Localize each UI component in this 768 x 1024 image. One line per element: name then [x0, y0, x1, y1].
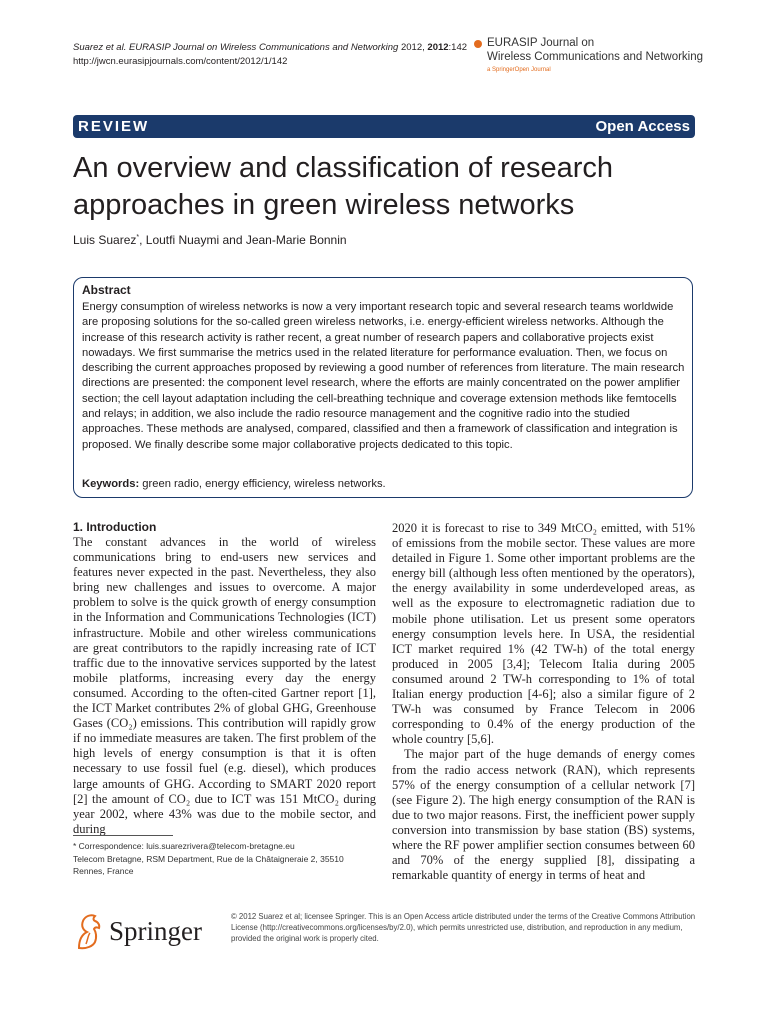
keywords: [82, 478, 386, 490]
intro-paragraph: The constant advances in the world of wireless communications bring to end-users new services and features never expected in the past. Nevertheless, they also bring new challenges and issues to overcome. A major problem to solve is the quick growth of energy consumption in the Information and Communications Technologies (ICT) infrastructure. Mobile and other wireless communications are great contributors to the rapidly increasing rate of ICT traffic due to the innovative services supported by the latest mobile platforms, increasing every day the energy consumed. According to the often-cited Gartner report [1], the ICT Market contributes 2% of global GHG, Greenhouse Gases (CO₂) emissions. This contribution will rapidly grow if no immediate measures are taken. The first problem of the high levels of energy consumption is that it is often necessary to use fossil fuel (e.g. diesel), which produces large amounts of GHG. According to SMART 2020 report [2] the amount of CO₂ due to ICT was 151 MtCO₂ during year 2002, where 43% was due to the mobile sector, and during: [73, 535, 376, 836]
article-type-label: REVIEW: [78, 118, 150, 135]
body-column-right: [392, 521, 695, 883]
keywords-values: green radio, energy efficiency, wireless networks.: [139, 478, 386, 490]
citation-volume: 2012: [427, 42, 449, 53]
publisher-name: Springer: [109, 916, 202, 946]
footnote-divider: [73, 835, 173, 836]
citation-year: 2012,: [400, 42, 425, 53]
license-text: © 2012 Suarez et al; licensee Springer. This is an Open Access article distributed under the terms of the Creative Commons Attribution License (http://creativecommons.org/licenses/by/2.0), which permits unrestricted use, distribution, and reproduction in any medium, provided the original work is properly cited.: [231, 912, 696, 943]
intro-paragraph: The major part of the huge demands of energy comes from the radio access network (RAN), which represents 57% of the energy consumption of a cellular network [7] (see Figure 2). The high energy consumption of the RAN is due to two major reasons. First, the inefficient power supply conversion into transmission by base station (BS) systems, where the RF power amplifier section consumes between 60 and 70% of the energy supplied [8], dissipating a remarkable quantity of energy in terms of heat and: [392, 747, 695, 883]
journal-logo-line1: EURASIP Journal on: [487, 37, 595, 49]
article-type-banner: [73, 115, 695, 138]
citation-journal: Suarez et al. EURASIP Journal on Wireless Communications and Networking: [73, 42, 399, 53]
springer-horse-icon: [73, 912, 105, 952]
corresponding-mark: *: [136, 234, 140, 241]
author-name: Luis Suarez: [73, 233, 137, 247]
citation-header: [73, 41, 467, 69]
article-title: An overview and classification of research approaches in green wireless networks: [73, 152, 613, 221]
keywords-label: Keywords:: [82, 478, 140, 490]
abstract-heading: Abstract: [82, 283, 131, 297]
journal-logo-line2: Wireless Communications and Networking: [487, 51, 704, 63]
correspondence-footnote: [73, 840, 373, 878]
article-url[interactable]: http://jwcn.eurasipjournals.com/content/2012/1/142: [73, 56, 288, 67]
correspondence-email[interactable]: * Correspondence: luis.suarezrivera@telecom-bretagne.eu: [73, 841, 295, 851]
body-column-left: [73, 535, 376, 837]
open-access-label: Open Access: [595, 118, 690, 135]
author-list: [73, 233, 347, 247]
citation-article: :142: [448, 42, 468, 53]
intro-paragraph: 2020 it is forecast to rise to 349 MtCO₂ emitted, with 51% of emissions from the mobile sector. These values are more detailed in Figure 1. Some other important problems are the energy bill (although less often mentioned by the operators), the energy availability in some underdeveloped areas, as well as the exposure to electromagnetic radiation due to mobile phone utilisation. Let us present some operators energy consumption levels here. In USA, the residential ICT market required 1% (42 TW-h) of the total energy produced in 2005 [3,4]; Telecom Italia during 2005 consumed around 2 TW-h corresponding to 1% of total Italian energy production [4-6]; also a similar figure of 2 TW-h was consumed by France Telecom in 2006 corresponding to 0.4% of the energy production of the whole country [5,6].: [392, 521, 695, 747]
springer-logo: [73, 912, 218, 956]
affiliation: Telecom Bretagne, RSM Department, Rue de la Châtaigneraie 2, 35510 Rennes, France: [73, 853, 344, 876]
section-heading-introduction: 1. Introduction: [73, 520, 157, 534]
abstract-text: Energy consumption of wireless networks is now a very important research topic and several research teams worldwide are proposing solutions for the so-called green wireless networks, i.e. energy-efficient wireless networks. Although the increase of this research activity is rather recent, a great number of research papers and collaborative projects exist nowadays. We first summarise the metrics used in the related literature for performance evaluation. Then, we focus on describing the current approaches proposed by reviewing a good number of references from literature. The main research directions are presented: the component level research, where the efforts are mainly concentrated on the power amplifier section; the cell layout adaptation including the cell-breathing technique and coverage extension methods like femtocells and relays; in addition, we also include the radio resource management and the cognitive radio into the studied approaches. These methods are analysed, compared, classified and then a framework of classification and integration is proposed. We finally describe some major collaborative projects dedicated to this topic.: [82, 301, 685, 451]
author-names-rest: , Loutfi Nuaymi and Jean-Marie Bonnin: [139, 233, 347, 247]
journal-logo-line3: a SpringerOpen Journal: [487, 67, 551, 73]
journal-logo-icon: [474, 40, 482, 48]
